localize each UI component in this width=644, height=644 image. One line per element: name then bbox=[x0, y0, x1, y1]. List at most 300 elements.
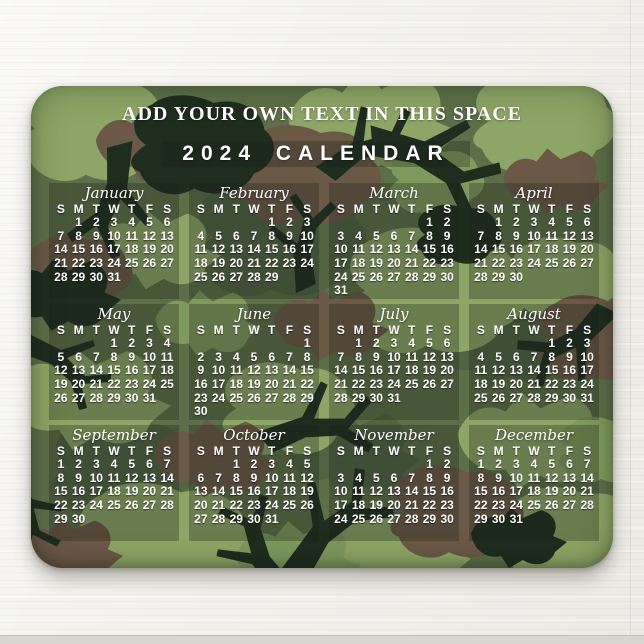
date-cell: 9 bbox=[75, 470, 82, 485]
date-cell: 21 bbox=[160, 484, 174, 499]
date-cell: 10 bbox=[334, 242, 348, 257]
date-cell: 13 bbox=[160, 228, 174, 243]
date-cell: 9 bbox=[566, 349, 573, 364]
date-cell: 7 bbox=[57, 228, 65, 243]
date-cell: 2 bbox=[250, 457, 258, 471]
date-cell: 15 bbox=[300, 363, 314, 378]
weekday-header-row bbox=[329, 444, 459, 458]
date-cell: 11 bbox=[352, 484, 365, 499]
date-cell: 8 bbox=[355, 349, 362, 364]
date-cell: 25 bbox=[229, 390, 243, 405]
date-cell: 1 bbox=[75, 215, 82, 229]
empty-date-cell bbox=[525, 271, 543, 285]
date-cell: 10 bbox=[300, 228, 314, 243]
empty-date-cell bbox=[403, 216, 421, 230]
weekday-label: T bbox=[512, 202, 520, 216]
weekday-label: M bbox=[213, 444, 224, 458]
date-cell: 30 bbox=[491, 511, 506, 526]
date-cell: 13 bbox=[265, 363, 279, 378]
date-cell: 10 bbox=[527, 228, 541, 243]
date-cell: 23 bbox=[440, 256, 454, 271]
date-cell: 10 bbox=[265, 470, 279, 485]
date-cell: 17 bbox=[387, 363, 401, 378]
date-cell: 3 bbox=[530, 215, 538, 229]
empty-date-cell bbox=[245, 337, 263, 351]
month-panel-august bbox=[469, 304, 599, 420]
date-cell: 6 bbox=[232, 228, 240, 243]
date-cell: 18 bbox=[351, 498, 366, 513]
empty-date-cell bbox=[438, 284, 456, 298]
date-cell: 28 bbox=[160, 498, 174, 513]
date-cell: 20 bbox=[160, 242, 174, 257]
date-cell: 26 bbox=[142, 256, 157, 271]
date-cell: 20 bbox=[229, 256, 243, 271]
calendar-title: 2024 CALENDAR bbox=[182, 142, 450, 165]
date-cell: 21 bbox=[405, 256, 419, 271]
empty-date-cell bbox=[105, 513, 123, 527]
empty-date-cell bbox=[472, 216, 490, 230]
date-cell: 16 bbox=[71, 484, 86, 499]
date-cell: 31 bbox=[387, 390, 401, 405]
month-name: June bbox=[236, 305, 272, 323]
date-cell: 1 bbox=[110, 336, 118, 350]
weekday-label: S bbox=[196, 323, 205, 337]
weekday-header-row bbox=[469, 444, 599, 458]
weekday-label: T bbox=[372, 323, 380, 337]
date-cell: 25 bbox=[474, 390, 488, 405]
weekday-label: T bbox=[232, 323, 240, 337]
date-cell: 12 bbox=[545, 470, 559, 485]
empty-date-cell bbox=[123, 271, 141, 285]
date-cell: 9 bbox=[197, 363, 205, 378]
date-cell: 19 bbox=[125, 484, 139, 499]
weekday-label: T bbox=[128, 202, 136, 216]
date-cell: 5 bbox=[146, 215, 153, 229]
weekday-label: S bbox=[336, 323, 345, 337]
date-cell: 20 bbox=[194, 498, 208, 513]
date-cell: 9 bbox=[443, 228, 451, 243]
date-cell: 12 bbox=[300, 470, 314, 485]
date-cell: 21 bbox=[474, 256, 488, 271]
date-cell: 7 bbox=[215, 470, 222, 485]
empty-date-cell bbox=[367, 284, 385, 298]
weekday-header-row bbox=[49, 444, 179, 458]
date-cell: 18 bbox=[474, 377, 488, 392]
date-cell: 8 bbox=[110, 349, 118, 364]
date-cell: 4 bbox=[355, 228, 362, 243]
date-cell: 29 bbox=[229, 511, 243, 526]
weekday-header-row bbox=[329, 323, 459, 337]
date-cell: 1 bbox=[548, 336, 556, 350]
date-cell: 17 bbox=[107, 242, 121, 257]
date-cell: 15 bbox=[474, 484, 488, 499]
dates-grid bbox=[189, 337, 319, 419]
date-cell: 26 bbox=[545, 498, 559, 513]
date-cell: 13 bbox=[387, 242, 401, 257]
date-cell: 5 bbox=[128, 457, 136, 471]
date-cell: 11 bbox=[405, 349, 419, 364]
month-panel-october bbox=[189, 425, 319, 541]
weekday-label: S bbox=[336, 444, 345, 458]
date-cell: 15 bbox=[422, 242, 437, 257]
date-cell: 12 bbox=[422, 349, 437, 364]
month-name: November bbox=[354, 426, 434, 444]
month-name: October bbox=[223, 426, 285, 444]
date-cell: 26 bbox=[422, 377, 437, 392]
weekday-header-row bbox=[49, 323, 179, 337]
weekday-label: F bbox=[565, 323, 574, 337]
date-cell: 24 bbox=[580, 377, 594, 392]
date-cell: 28 bbox=[247, 269, 261, 284]
date-cell: 28 bbox=[89, 390, 103, 405]
date-cell: 27 bbox=[229, 269, 243, 284]
date-cell: 20 bbox=[580, 242, 594, 257]
date-cell: 3 bbox=[215, 349, 222, 364]
month-panel-april bbox=[469, 183, 599, 299]
weekday-label: F bbox=[425, 323, 434, 337]
date-cell: 30 bbox=[125, 390, 139, 405]
weekday-label: M bbox=[493, 202, 504, 216]
empty-date-cell bbox=[350, 216, 368, 230]
date-cell: 5 bbox=[57, 349, 65, 364]
weekday-label: S bbox=[336, 202, 345, 216]
date-cell: 5 bbox=[426, 336, 433, 350]
empty-date-cell bbox=[403, 392, 421, 406]
weekday-label: M bbox=[493, 444, 504, 458]
date-cell: 28 bbox=[580, 498, 594, 513]
weekday-label: S bbox=[56, 202, 65, 216]
date-cell: 3 bbox=[92, 457, 100, 471]
date-cell: 4 bbox=[163, 336, 171, 350]
date-cell: 27 bbox=[580, 256, 594, 271]
date-cell: 12 bbox=[247, 363, 261, 378]
date-cell: 4 bbox=[355, 470, 362, 485]
weekday-label: S bbox=[163, 444, 172, 458]
date-cell: 15 bbox=[229, 484, 243, 499]
date-cell: 8 bbox=[232, 470, 240, 485]
weekday-label: S bbox=[583, 323, 592, 337]
weekday-label: M bbox=[73, 202, 84, 216]
weekday-label: S bbox=[303, 444, 312, 458]
date-cell: 3 bbox=[337, 470, 345, 485]
date-cell: 3 bbox=[110, 215, 118, 229]
date-cell: 21 bbox=[211, 498, 226, 513]
date-cell: 10 bbox=[107, 228, 121, 243]
weekday-label: W bbox=[388, 202, 400, 216]
weekday-label: S bbox=[196, 202, 205, 216]
date-cell: 20 bbox=[387, 498, 401, 513]
date-cell: 24 bbox=[527, 256, 541, 271]
date-cell: 16 bbox=[247, 484, 261, 499]
date-cell: 19 bbox=[300, 484, 314, 499]
date-cell: 25 bbox=[527, 498, 541, 513]
date-cell: 28 bbox=[54, 269, 68, 284]
weekday-header-row bbox=[189, 323, 319, 337]
camo-calendar-mousepad bbox=[31, 86, 613, 568]
empty-date-cell bbox=[421, 284, 439, 298]
date-cell: 8 bbox=[426, 470, 433, 485]
date-cell: 9 bbox=[512, 228, 520, 243]
empty-date-cell bbox=[507, 337, 525, 351]
empty-date-cell bbox=[158, 513, 176, 527]
date-cell: 30 bbox=[194, 404, 208, 419]
date-cell: 18 bbox=[282, 484, 297, 499]
empty-date-cell bbox=[298, 271, 316, 285]
date-cell: 8 bbox=[268, 228, 276, 243]
date-cell: 13 bbox=[229, 242, 243, 257]
date-cell: 2 bbox=[372, 336, 380, 350]
date-cell: 18 bbox=[405, 363, 419, 378]
date-cell: 27 bbox=[194, 511, 208, 526]
date-cell: 21 bbox=[89, 377, 103, 392]
date-cell: 19 bbox=[369, 256, 383, 271]
date-cell: 4 bbox=[477, 349, 485, 364]
date-cell: 9 bbox=[92, 228, 100, 243]
date-cell: 20 bbox=[562, 484, 577, 499]
date-cell: 25 bbox=[405, 377, 419, 392]
weekday-header-row bbox=[469, 202, 599, 216]
date-cell: 11 bbox=[352, 242, 365, 257]
date-cell: 2 bbox=[75, 457, 82, 471]
date-cell: 2 bbox=[495, 457, 502, 471]
date-cell: 22 bbox=[229, 498, 243, 513]
date-cell: 15 bbox=[265, 242, 279, 257]
weekday-label: F bbox=[145, 202, 154, 216]
date-cell: 27 bbox=[142, 498, 157, 513]
weekday-label: S bbox=[583, 202, 592, 216]
dates-grid bbox=[189, 216, 319, 284]
date-cell: 21 bbox=[580, 484, 594, 499]
date-cell: 20 bbox=[265, 377, 279, 392]
empty-date-cell bbox=[281, 405, 299, 419]
date-cell: 19 bbox=[54, 377, 68, 392]
empty-date-cell bbox=[438, 392, 456, 406]
empty-date-cell bbox=[263, 405, 281, 419]
empty-date-cell bbox=[332, 337, 350, 351]
date-cell: 12 bbox=[369, 242, 383, 257]
weekday-label: F bbox=[565, 202, 574, 216]
date-cell: 26 bbox=[562, 256, 577, 271]
date-cell: 7 bbox=[286, 349, 293, 364]
date-cell: 22 bbox=[265, 256, 279, 271]
month-name: August bbox=[507, 305, 561, 323]
weekday-label: S bbox=[443, 444, 452, 458]
date-cell: 10 bbox=[334, 484, 348, 499]
date-cell: 3 bbox=[337, 228, 345, 243]
weekday-label: S bbox=[303, 323, 312, 337]
date-cell: 11 bbox=[160, 349, 174, 364]
date-cell: 8 bbox=[426, 228, 433, 243]
date-cell: 16 bbox=[125, 363, 139, 378]
date-cell: 27 bbox=[562, 498, 577, 513]
date-cell: 27 bbox=[509, 390, 523, 405]
weekday-label: T bbox=[548, 444, 556, 458]
date-cell: 20 bbox=[387, 256, 401, 271]
weekday-label: T bbox=[408, 444, 416, 458]
date-cell: 26 bbox=[211, 269, 226, 284]
date-cell: 14 bbox=[211, 484, 226, 499]
date-cell: 24 bbox=[211, 390, 226, 405]
weekday-label: S bbox=[476, 323, 485, 337]
month-name: September bbox=[72, 426, 156, 444]
empty-date-cell bbox=[210, 458, 228, 472]
weekday-label: F bbox=[285, 323, 294, 337]
month-panel-november bbox=[329, 425, 459, 541]
date-cell: 25 bbox=[351, 269, 366, 284]
date-cell: 17 bbox=[509, 484, 523, 499]
weekday-label: M bbox=[73, 444, 84, 458]
weekday-label: M bbox=[353, 444, 364, 458]
date-cell: 14 bbox=[405, 242, 419, 257]
date-cell: 23 bbox=[194, 390, 208, 405]
date-cell: 9 bbox=[286, 228, 293, 243]
month-name: March bbox=[369, 184, 419, 202]
date-cell: 21 bbox=[54, 256, 68, 271]
date-cell: 30 bbox=[562, 390, 577, 405]
date-cell: 30 bbox=[509, 269, 523, 284]
date-cell: 6 bbox=[146, 457, 153, 471]
month-panel-january bbox=[49, 183, 179, 299]
date-cell: 24 bbox=[334, 269, 348, 284]
weekday-label: S bbox=[303, 202, 312, 216]
dates-grid bbox=[189, 458, 319, 526]
date-cell: 13 bbox=[562, 470, 577, 485]
weekday-label: T bbox=[372, 444, 380, 458]
date-cell: 17 bbox=[265, 484, 279, 499]
empty-date-cell bbox=[123, 513, 141, 527]
date-cell: 5 bbox=[548, 457, 556, 471]
date-cell: 30 bbox=[440, 269, 454, 284]
date-cell: 31 bbox=[142, 390, 157, 405]
empty-date-cell bbox=[578, 271, 596, 285]
date-cell: 10 bbox=[509, 470, 523, 485]
date-cell: 20 bbox=[142, 484, 157, 499]
weekday-label: T bbox=[92, 444, 100, 458]
month-panel-may bbox=[49, 304, 179, 420]
date-cell: 16 bbox=[194, 377, 208, 392]
date-cell: 9 bbox=[372, 349, 380, 364]
weekday-label: T bbox=[548, 202, 556, 216]
weekday-label: W bbox=[388, 444, 400, 458]
date-cell: 7 bbox=[583, 457, 591, 471]
date-cell: 19 bbox=[491, 377, 506, 392]
date-cell: 19 bbox=[545, 484, 559, 499]
date-cell: 9 bbox=[128, 349, 136, 364]
date-cell: 14 bbox=[54, 242, 68, 257]
date-cell: 17 bbox=[334, 498, 348, 513]
date-cell: 17 bbox=[527, 242, 541, 257]
date-cell: 24 bbox=[300, 256, 314, 271]
empty-date-cell bbox=[141, 271, 159, 285]
date-cell: 17 bbox=[142, 363, 157, 378]
date-cell: 17 bbox=[334, 256, 348, 271]
date-cell: 2 bbox=[92, 215, 100, 229]
weekday-label: S bbox=[443, 323, 452, 337]
date-cell: 19 bbox=[211, 256, 226, 271]
weekday-label: F bbox=[145, 323, 154, 337]
weekday-label: T bbox=[548, 323, 556, 337]
date-cell: 25 bbox=[160, 377, 174, 392]
date-cell: 6 bbox=[197, 470, 205, 485]
date-cell: 4 bbox=[530, 457, 538, 471]
weekday-header-row bbox=[189, 202, 319, 216]
empty-date-cell bbox=[210, 337, 228, 351]
weekday-label: W bbox=[108, 444, 120, 458]
date-cell: 23 bbox=[369, 377, 383, 392]
date-cell: 25 bbox=[545, 256, 559, 271]
date-cell: 24 bbox=[334, 511, 348, 526]
date-cell: 8 bbox=[75, 228, 82, 243]
date-cell: 14 bbox=[474, 242, 488, 257]
date-cell: 6 bbox=[268, 349, 276, 364]
date-cell: 11 bbox=[283, 470, 296, 485]
empty-date-cell bbox=[192, 216, 210, 230]
month-name: December bbox=[494, 426, 574, 444]
month-name: April bbox=[515, 184, 553, 202]
date-cell: 13 bbox=[387, 484, 401, 499]
empty-date-cell bbox=[227, 216, 245, 230]
date-cell: 6 bbox=[583, 215, 591, 229]
empty-date-cell bbox=[227, 405, 245, 419]
date-cell: 31 bbox=[580, 390, 594, 405]
date-cell: 9 bbox=[495, 470, 502, 485]
date-cell: 23 bbox=[491, 498, 506, 513]
date-cell: 29 bbox=[545, 390, 559, 405]
date-cell: 6 bbox=[390, 470, 398, 485]
date-cell: 24 bbox=[387, 377, 401, 392]
date-cell: 25 bbox=[282, 498, 297, 513]
weekday-label: F bbox=[145, 444, 154, 458]
date-cell: 16 bbox=[282, 242, 297, 257]
date-cell: 30 bbox=[89, 269, 103, 284]
weekday-label: W bbox=[248, 202, 260, 216]
date-cell: 22 bbox=[107, 377, 121, 392]
month-name: January bbox=[84, 184, 144, 202]
date-cell: 27 bbox=[71, 390, 86, 405]
empty-date-cell bbox=[543, 271, 561, 285]
date-cell: 25 bbox=[351, 511, 366, 526]
date-cell: 22 bbox=[71, 256, 86, 271]
weekday-label: S bbox=[476, 202, 485, 216]
dates-grid bbox=[329, 337, 459, 405]
weekday-header-row bbox=[469, 323, 599, 337]
date-cell: 16 bbox=[491, 484, 506, 499]
date-cell: 5 bbox=[303, 457, 311, 471]
date-cell: 6 bbox=[443, 336, 451, 350]
date-cell: 14 bbox=[282, 363, 297, 378]
date-cell: 18 bbox=[351, 256, 366, 271]
empty-date-cell bbox=[281, 271, 299, 285]
weekday-label: T bbox=[268, 444, 276, 458]
date-cell: 2 bbox=[566, 336, 573, 350]
date-cell: 29 bbox=[474, 511, 488, 526]
date-cell: 8 bbox=[477, 470, 485, 485]
date-cell: 28 bbox=[474, 269, 488, 284]
weekday-label: T bbox=[268, 323, 276, 337]
date-cell: 2 bbox=[286, 215, 293, 229]
weekday-label: W bbox=[248, 323, 260, 337]
dates-grid bbox=[469, 216, 599, 284]
date-cell: 26 bbox=[125, 498, 139, 513]
date-cell: 9 bbox=[443, 470, 451, 485]
date-cell: 1 bbox=[477, 457, 485, 471]
weekday-label: T bbox=[128, 444, 136, 458]
table-edge bbox=[0, 635, 644, 644]
date-cell: 22 bbox=[351, 377, 366, 392]
date-cell: 17 bbox=[211, 377, 226, 392]
date-cell: 30 bbox=[247, 511, 261, 526]
date-cell: 8 bbox=[495, 228, 502, 243]
